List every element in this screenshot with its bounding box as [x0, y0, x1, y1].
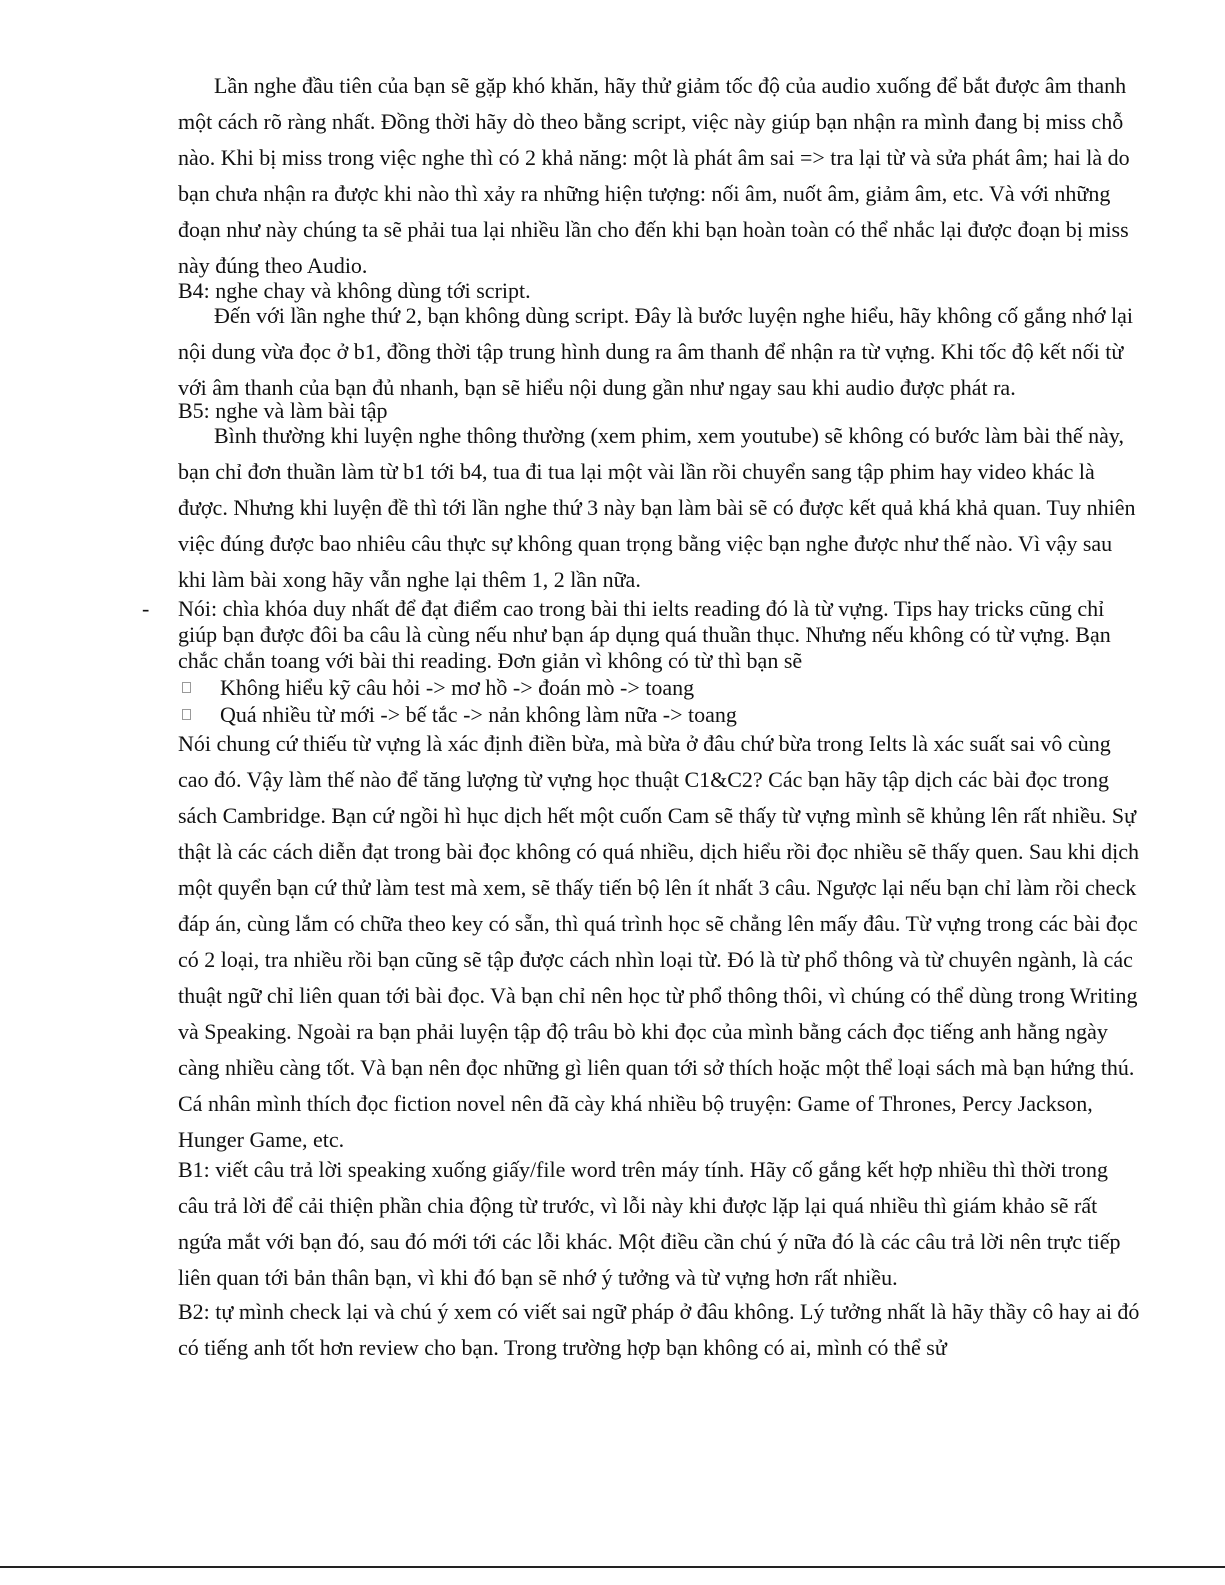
- paragraph-listening-exercise: Bình thường khi luyện nghe thông thường (xem phim, xem youtube) sẽ không có bước làm bài thế này, bạn chỉ đơn thuần làm từ b1 tới b4, tua đi tua lại một vài lần rồi chuyển sang tập phim hay video khác là được. Nhưng khi luyện đề thì tới lần nghe thứ 3 này bạn làm bài sẽ có được kết quả khá khả quan. Tuy nhiên việc đúng được bao nhiêu câu thực sự không quan trọng bằng việc bạn nghe được như thế nào. Vì vậy sau khi làm bài xong hãy vẫn nghe lại thêm 1, 2 lần nữa.: [178, 423, 1136, 592]
- paragraph-listening-first-pass: Lần nghe đầu tiên của bạn sẽ gặp khó khăn, hãy thử giảm tốc độ của audio xuống để bắt được âm thanh một cách rõ ràng nhất. Đồng thời hãy dò theo bằng script, việc này giúp bạn nhận ra mình đang bị miss chỗ nào. Khi bị miss trong việc nghe thì có 2 khả năng: một là phát âm sai => tra lại từ và sửa phát âm; hai là do bạn chưa nhận ra được khi nào thì xảy ra những hiện tượng: nối âm, nuốt âm, giảm âm, etc. Và với những đoạn như này chúng ta sẽ phải tua lại nhiều lần cho đến khi bạn hoàn toàn có thể nhắc lại được đoạn bị miss này đúng theo Audio.: [178, 73, 1130, 278]
- paragraph-vocabulary-advice: Nói chung cứ thiếu từ vựng là xác định điền bừa, mà bừa ở đâu chứ bừa trong Ielts là xác suất sai vô cùng cao đó. Vậy làm thế nào để tăng lượng từ vựng học thuật C1&C2? Các bạn hãy tập dịch các bài đọc trong sách Cambridge. Bạn cứ ngồi hì hục dịch hết một cuốn Cam sẽ thấy từ vựng mình sẽ khủng lên rất nhiều. Sự thật là các cách diễn đạt trong bài đọc không có quá nhiều, dịch hiểu rồi đọc nhiều sẽ thấy quen. Sau khi dịch một quyển bạn cứ thử làm test mà xem, sẽ thấy tiến bộ lên ít nhất 3 câu. Ngược lại nếu bạn chỉ làm rồi check đáp án, cùng lắm có chữa theo key có sẵn, thì quá trình học sẽ chẳng lên mấy đâu. Từ vựng trong các bài đọc có 2 loại, tra nhiều rồi bạn cũng sẽ tập được cách nhìn loại từ. Đó là từ phổ thông và từ chuyên ngành, là các thuật ngữ chỉ liên quan tới bài đọc. Và bạn chỉ nên học từ phổ thông thôi, vì chúng có thể dùng trong Writing và Speaking. Ngoài ra bạn phải luyện tập độ trâu bò khi đọc của mình bằng cách đọc tiếng anh hằng ngày càng nhiều càng tốt. Và bạn nên đọc những gì liên quan tới sở thích hoặc một thể loại sách mà bạn hứng thú. Cá nhân mình thích đọc fiction novel nên đã cày khá nhiều bộ truyện: Game of Thrones, Percy Jackson, Hunger Game, etc.: [178, 731, 1139, 1152]
- document-body: [142, 68, 1140, 1366]
- page-bottom-divider: [0, 1566, 1225, 1568]
- dash-bullet-marker: -: [142, 596, 150, 621]
- paragraph-reading-intro: Nói: chìa khóa duy nhất để đạt điểm cao trong bài thi ielts reading đó là từ vựng. Tips hay tricks cũng chỉ giúp bạn được đôi ba câu là cùng nếu như bạn áp dụng quá thuần thục. Nhưng nếu không có từ vựng. Bạn chắc chắn toang với bài thi reading. Đơn giản vì không có từ thì bạn sẽ: [178, 596, 1111, 673]
- reading-consequence-list: [178, 674, 1140, 728]
- list-item: [178, 674, 1140, 701]
- checkbox-glyph-icon: [182, 682, 191, 693]
- heading-b5: B5: nghe và làm bài tập: [178, 398, 388, 423]
- paragraph-listening-second-pass: Đến với lần nghe thứ 2, bạn không dùng script. Đây là bước luyện nghe hiểu, hãy không cố gắng nhớ lại nội dung vừa đọc ở b1, đồng thời tập trung hình dung ra âm thanh để nhận ra từ vựng. Khi tốc độ kết nối từ với âm thanh của bạn đủ nhanh, bạn sẽ hiểu nội dung gần như ngay sau khi audio được phát ra.: [178, 303, 1134, 400]
- list-item-text: Không hiểu kỹ câu hỏi -> mơ hồ -> đoán mò -> toang: [220, 675, 695, 700]
- paragraph-speaking-b1: B1: viết câu trả lời speaking xuống giấy/file word trên máy tính. Hãy cố gắng kết hợp nhiều thì thời trong câu trả lời để cải thiện phần chia động từ trước, vì lỗi này khi được lặp lại quá nhiều thì giám khảo sẽ rất ngứa mắt với bạn đó, sau đó mới tới các lỗi khác. Một điều cần chú ý nữa đó là các câu trả lời nên trực tiếp liên quan tới bản thân bạn, vì khi đó bạn sẽ nhớ ý tưởng và từ vựng hơn rất nhiều.: [178, 1157, 1121, 1290]
- list-item-text: Quá nhiều từ mới -> bế tắc -> nản không làm nữa -> toang: [220, 702, 737, 727]
- paragraph-speaking-b2: B2: tự mình check lại và chú ý xem có viết sai ngữ pháp ở đâu không. Lý tưởng nhất là hãy thầy cô hay ai đó có tiếng anh tốt hơn review cho bạn. Trong trường hợp bạn không có ai, mình có thể sử: [178, 1299, 1140, 1360]
- reading-section: [142, 596, 1140, 674]
- list-item: [178, 701, 1140, 728]
- heading-b4: B4: nghe chay và không dùng tới script.: [178, 278, 531, 303]
- checkbox-glyph-icon: [182, 709, 191, 720]
